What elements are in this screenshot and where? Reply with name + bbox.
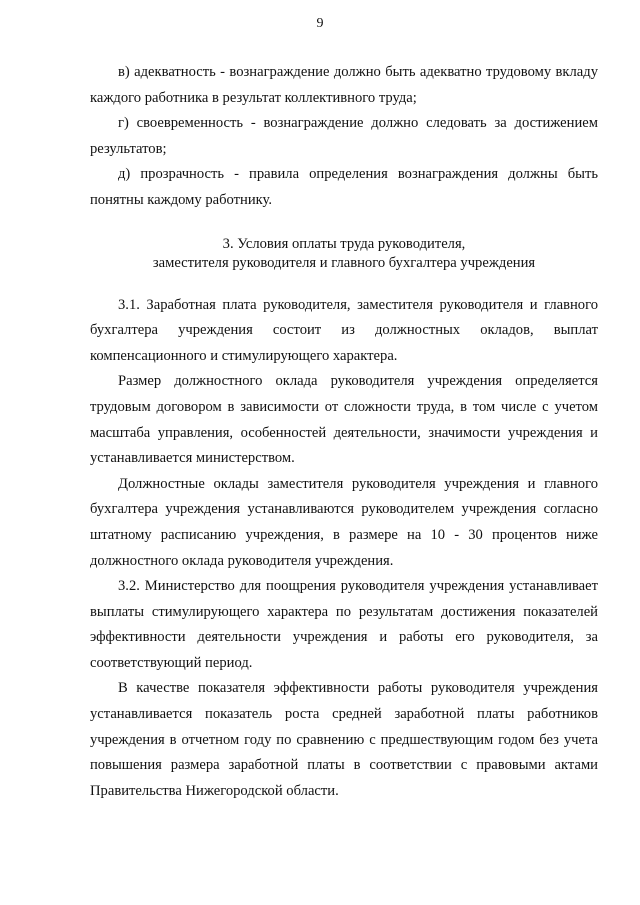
paragraph-efficiency-indicator: В качестве показателя эффективности работы руководителя учреждения устанавливается показатель роста средней заработной платы работников учреждения в отчетном году по сравнению с предшествующим годом без учета повышения размера заработной платы в соответствии с правовыми актами Правительства Нижегородской области. [90, 680, 598, 799]
paragraph-deputy-salary: Должностные оклады заместителя руководителя учреждения и главного бухгалтера учреждения устанавливаются руководителем учреждения согласно штатному расписанию учреждения, в размере на 10 - 30 процентов ниже должностного оклада руководителя учреждения. [90, 475, 598, 569]
section-heading [90, 235, 598, 273]
section-title-line2: заместителя руководителя и главного бухгалтера учреждения [152, 254, 536, 271]
list-item-adequacy: в) адекватность - вознаграждение должно быть адекватно трудовому вкладу каждого работника в результат коллективного труда; [90, 64, 598, 106]
paragraph-3-1: 3.1. Заработная плата руководителя, заместителя руководителя и главного бухгалтера учреждения состоит из должностных окладов, выплат компенсационного и стимулирующего характера. [90, 296, 598, 364]
paragraph-3-2: 3.2. Министерство для поощрения руководителя учреждения устанавливает выплаты стимулирующего характера по результатам достижения показателей эффективности деятельности учреждения и работы его руководителя, за соответствующий период. [90, 578, 598, 671]
document-body [90, 60, 598, 804]
section-title-line1: 3. Условия оплаты труда руководителя, [222, 235, 466, 252]
list-item-transparency: д) прозрачность - правила определения вознаграждения должны быть понятны каждому работнику. [90, 166, 598, 208]
page-number: 9 [316, 16, 324, 31]
paragraph-head-salary: Размер должностного оклада руководителя учреждения определяется трудовым договором в зависимости от сложности труда, в том числе с учетом масштаба управления, особенностей деятельности, значимости учреждения и устанавливается министерством. [90, 373, 598, 467]
list-item-timeliness: г) своевременность - вознаграждение должно следовать за достижением результатов; [90, 115, 598, 157]
